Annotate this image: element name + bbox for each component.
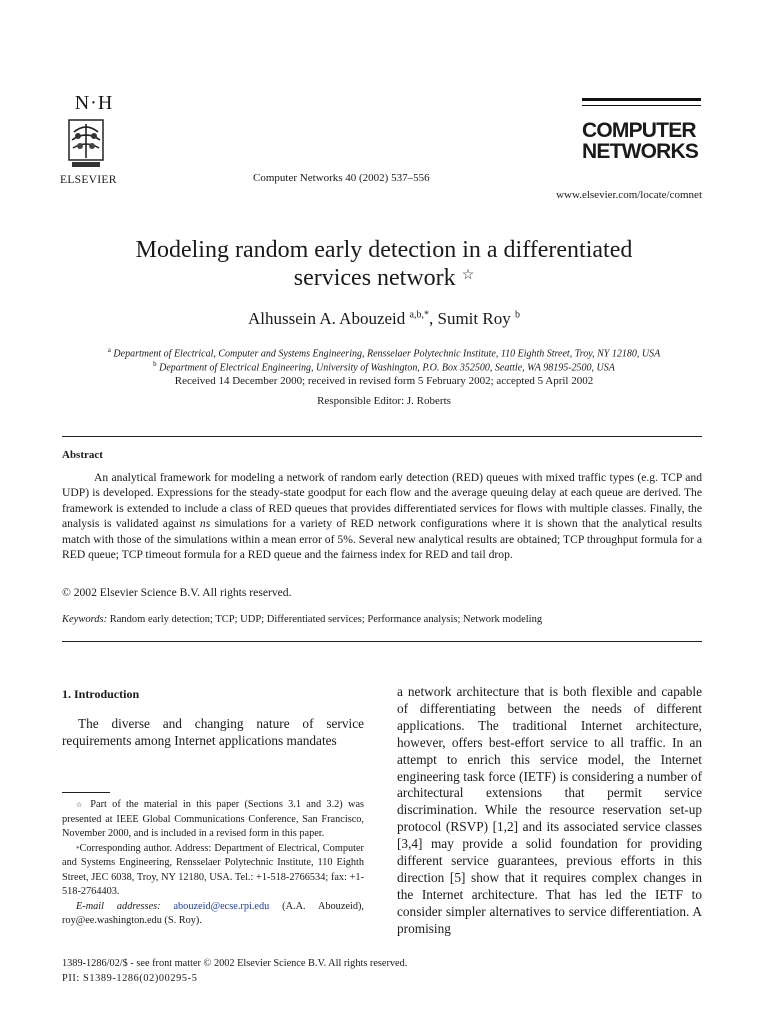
divider-bottom: [62, 641, 702, 642]
footnote-1: [62, 798, 364, 842]
footnote-2: [62, 842, 364, 900]
footnote-emails: [62, 900, 364, 929]
footnote-1-mark: ☆: [76, 801, 85, 809]
abstract-copyright: © 2002 Elsevier Science B.V. All rights reserved.: [62, 586, 292, 599]
abstract-text-italic: ns: [199, 517, 211, 531]
email-link-roy[interactable]: roy@ee.washington.edu: [62, 915, 162, 926]
section-heading-introduction: 1. Introduction: [62, 687, 140, 701]
abstract-body: [62, 470, 702, 562]
author-separator: ,: [428, 309, 438, 328]
elsevier-tree-icon: [66, 118, 106, 170]
journal-title: [582, 120, 712, 162]
journal-title-rules: [582, 98, 701, 110]
keywords: [62, 614, 702, 625]
author-list: [80, 309, 688, 329]
pii-line: PII: S1389-1286(02)00295-5: [62, 973, 198, 984]
article-title-line2: services network: [293, 265, 456, 291]
email-link-abouzeid[interactable]: abouzeid@ecse.rpi.edu: [173, 900, 270, 912]
publisher-logo-text: N·H: [74, 92, 114, 114]
affiliation-b-text: Department of Electrical Engineering, University of Washington, P.O. Box 352500, Seattle, WA 98195-2500, USA: [159, 362, 615, 374]
journal-title-line1: COMPUTER: [582, 119, 696, 142]
author-1-marks[interactable]: a,b,*: [409, 309, 429, 321]
author-2-marks[interactable]: b: [514, 309, 520, 321]
intro-left-paragraph: The diverse and changing nature of service requirements among Internet applications mandates: [62, 716, 364, 748]
email-2-owner: (S. Roy).: [161, 915, 202, 926]
journal-reference: Computer Networks 40 (2002) 537–556: [253, 172, 430, 184]
journal-url[interactable]: www.elsevier.com/locate/comnet: [556, 189, 702, 201]
footnote-rule: [62, 792, 110, 793]
article-title: [80, 236, 688, 292]
abstract-heading: Abstract: [62, 449, 103, 461]
footnote-1-text: Part of the material in this paper (Sections 3.1 and 3.2) was presented at IEEE Global Communications Conference, San Francisco, November 2000, and is included in a revised form in this paper.: [62, 799, 365, 839]
affiliation-b-mark: b: [153, 360, 157, 368]
email-label: E-mail addresses:: [76, 900, 161, 912]
email-1-owner: (A.A. Abouzeid),: [269, 900, 364, 912]
publisher-name: ELSEVIER: [60, 174, 117, 186]
affiliation-a-mark: a: [107, 346, 111, 354]
intro-right-paragraph: a network architecture that is both flexible and capable of differentiating between the needs of different applications. The traditional Internet architecture, however, offers best-effort service to all traffic. In an attempt to enrich this service model, the Internet engineering task force (IETF) is considering a number of architectural extensions that permit service discrimination. While the resource reservation set-up protocol (RSVP) [1,2] and its associated service classes [3,4] may provide a solid foundation for providing different service guarantees, previous efforts in this direction [5] show that it requires complex changes in the Internet architecture. That has led the IETF to consider simpler alternatives to service differentiation. A promising: [397, 684, 702, 936]
received-dates: Received 14 December 2000; received in revised form 5 February 2002; accepted 5 April 2002: [174, 375, 594, 387]
front-matter-line: 1389-1286/02/$ - see front matter © 2002 Elsevier Science B.V. All rights reserved.: [62, 958, 408, 969]
footnote-2-text: Corresponding author. Address: Department of Electrical, Computer and Systems Engineering, Rensselaer Polytechnic Institute, 110 Eighth Street, JEC 6038, Troy, NY 12180, USA. Tel.: +1-518-2766534; fax: +1-518-2764403.: [62, 842, 364, 897]
title-footnote-star-icon[interactable]: ☆: [461, 268, 475, 283]
article-title-line1: Modeling random early detection in a differentiated: [135, 237, 633, 263]
responsible-editor: Responsible Editor: J. Roberts: [317, 395, 451, 407]
keywords-label: Keywords:: [62, 614, 108, 625]
intro-right-column: [397, 684, 702, 938]
article-title-line2-wrap: [80, 264, 688, 292]
journal-title-line2: NETWORKS: [582, 140, 699, 163]
footnotes: [62, 798, 364, 929]
divider-top: [62, 436, 702, 437]
footnote-2-mark: *: [76, 844, 80, 853]
keywords-list: Random early detection; TCP; UDP; Differentiated services; Performance analysis; Network modeling: [109, 614, 543, 625]
affiliation-a-text: Department of Electrical, Computer and Systems Engineering, Rensselaer Polytechnic Institute, 110 Eighth Street, Troy, NY 12180, USA: [113, 348, 661, 360]
author-2: Sumit Roy: [437, 309, 511, 328]
intro-left-column: [62, 716, 364, 750]
abstract-text-1: An analytical framework for modeling a network of random early detection (RED) queues with mixed traffic types (e.g. TCP and UDP) is developed. Expressions for the steady-state goodput for each flow and the average queuing delay at each queue are derived. The framework is extended to include a class of RED queues that provides differentiated services for flows with multiple classes. Finally, the analysis is validated against: [62, 471, 702, 531]
abstract-text-2: simulations for a variety of RED network configurations where it is shown that the analytical results match with those of the simulations within a mean error of 5%. Several new analytical results are obtained; TCP throughput formula for a RED queue; TCP timeout formula for a RED queue and the fairness index for RED and tail drop.: [62, 517, 702, 562]
affiliation-b: [58, 357, 710, 375]
author-1: Alhussein A. Abouzeid: [248, 309, 406, 328]
